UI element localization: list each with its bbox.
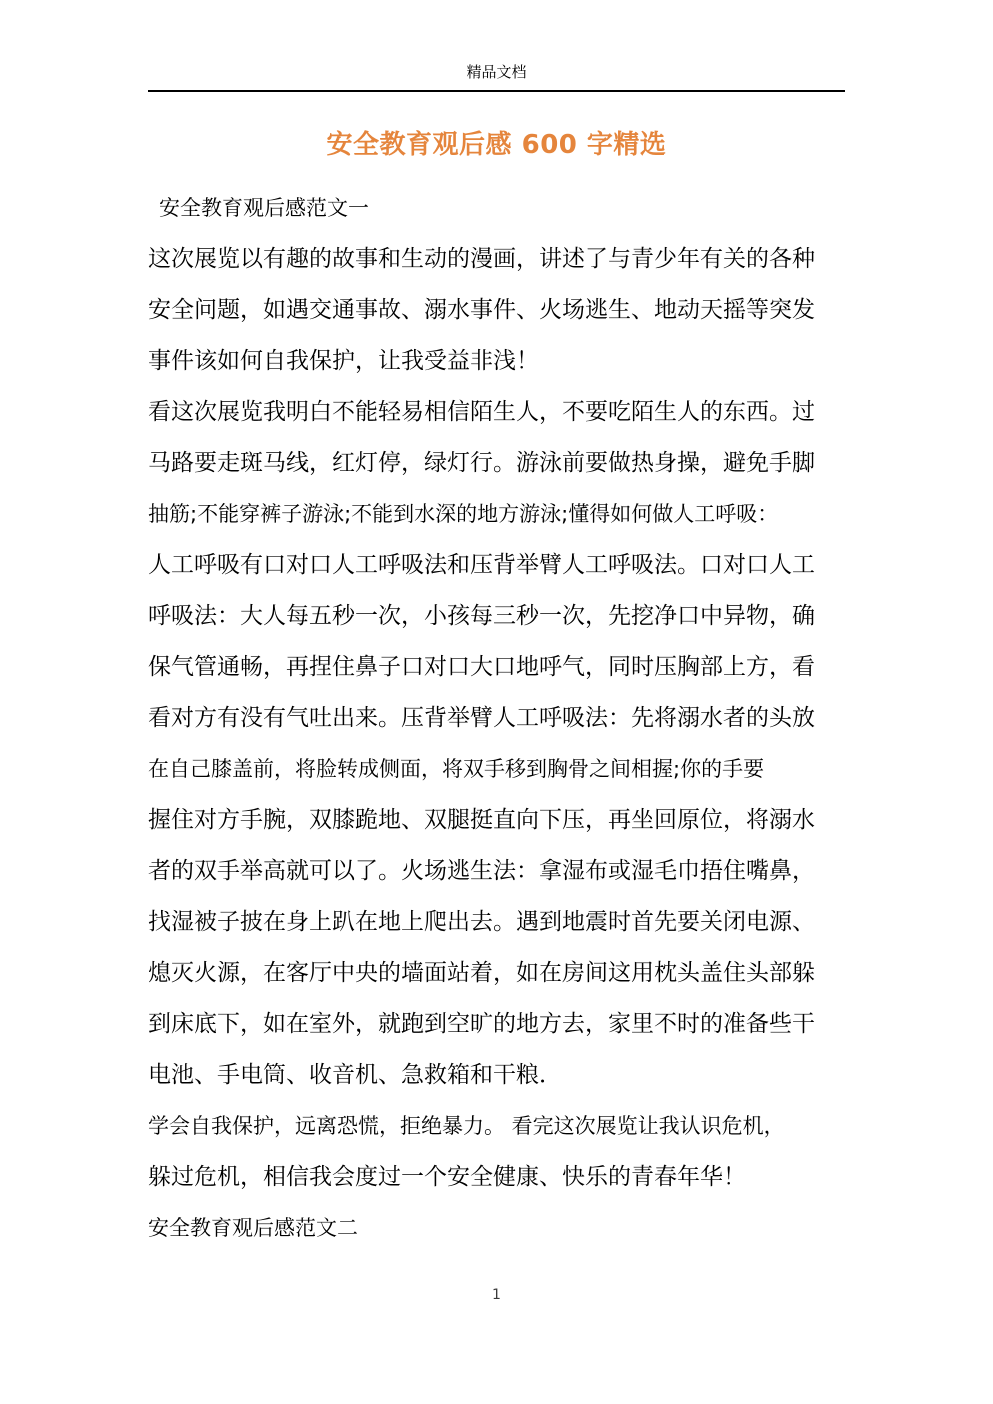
header-title: 精品文档 bbox=[466, 63, 527, 81]
body-line: 者的双手举高就可以了。火场逃生法：拿湿布或湿毛巾捂住嘴鼻， bbox=[148, 858, 815, 884]
body-line: 到床底下，如在室外，就跑到空旷的地方去，家里不时的准备些干 bbox=[148, 1011, 815, 1037]
body-line: 电池、手电筒、收音机、急救箱和干粮． bbox=[148, 1062, 562, 1088]
body-line: 熄灭火源，在客厅中央的墙面站着，如在房间这用枕头盖住头部躲 bbox=[148, 960, 815, 986]
body-line: 在自己膝盖前，将脸转成侧面，将双手移到胸骨之间相握;你的手要 bbox=[148, 757, 765, 781]
running-header bbox=[0, 62, 993, 82]
body-line: 马路要走斑马线，红灯停，绿灯行。游泳前要做热身操，避免手脚 bbox=[148, 450, 815, 476]
body-line: 躲过危机，相信我会度过一个安全健康、快乐的青春年华！ bbox=[148, 1164, 746, 1190]
body-line: 人工呼吸有口对口人工呼吸法和压背举臂人工呼吸法。口对口人工 bbox=[148, 552, 815, 578]
body-line: 这次展览以有趣的故事和生动的漫画，讲述了与青少年有关的各种 bbox=[148, 246, 815, 272]
body-line: 抽筋;不能穿裤子游泳;不能到水深的地方游泳;懂得如何做人工呼吸： bbox=[148, 502, 779, 526]
body-line: 握住对方手腕，双膝跪地、双腿挺直向下压，再坐回原位，将溺水 bbox=[148, 807, 815, 833]
body-line: 学会自我保护，远离恐慌，拒绝暴力。 看完这次展览让我认识危机， bbox=[148, 1114, 785, 1138]
body-line: 找湿被子披在身上趴在地上爬出去。遇到地震时首先要关闭电源、 bbox=[148, 909, 815, 935]
document-body bbox=[148, 183, 848, 1254]
header-divider-rule bbox=[148, 90, 845, 92]
body-line: 安全教育观后感范文二 bbox=[148, 1216, 358, 1240]
body-line: 安全教育观后感范文一 bbox=[159, 196, 369, 220]
body-line: 安全问题，如遇交通事故、溺水事件、火场逃生、地动天摇等突发 bbox=[148, 297, 815, 323]
body-line: 保气管通畅，再捏住鼻子口对口大口地呼气，同时压胸部上方，看 bbox=[148, 654, 815, 680]
body-line: 事件该如何自我保护，让我受益非浅！ bbox=[148, 348, 539, 374]
body-line: 看这次展览我明白不能轻易相信陌生人，不要吃陌生人的东西。过 bbox=[148, 399, 815, 425]
body-line: 呼吸法：大人每五秒一次，小孩每三秒一次，先挖净口中异物，确 bbox=[148, 603, 815, 629]
body-line: 看对方有没有气吐出来。压背举臂人工呼吸法：先将溺水者的头放 bbox=[148, 705, 815, 731]
page-title: 安全教育观后感 600 字精选 bbox=[326, 130, 667, 160]
page-number: 1 bbox=[492, 1287, 501, 1303]
